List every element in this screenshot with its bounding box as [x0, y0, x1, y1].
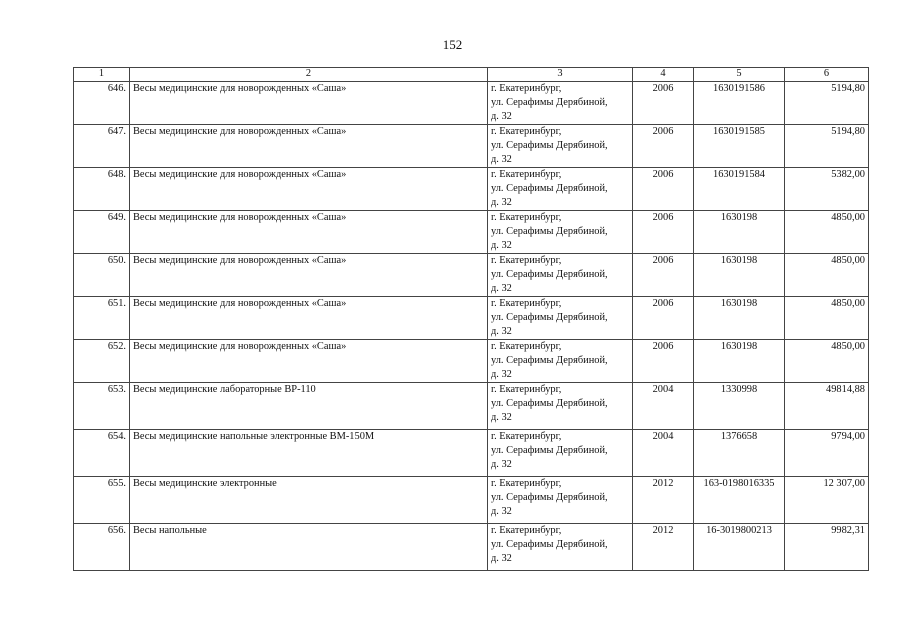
item-address [488, 82, 633, 125]
inventory-number: 1376658 [694, 430, 785, 477]
item-year: 2004 [633, 430, 694, 477]
inventory-number: 1330998 [694, 383, 785, 430]
item-address [488, 168, 633, 211]
address-house: д. 32 [491, 154, 512, 165]
address-house: д. 32 [491, 459, 512, 470]
address-street: ул. Серафимы Дерябиной, [491, 269, 608, 280]
item-address [488, 211, 633, 254]
column-header-3: 3 [488, 68, 633, 82]
address-city: г. Екатеринбург, [491, 212, 562, 223]
item-address [488, 477, 633, 524]
address-street: ул. Серафимы Дерябиной, [491, 445, 608, 456]
item-cost: 12 307,00 [785, 477, 869, 524]
table-row [74, 211, 869, 254]
item-name: Весы медицинские для новорожденных «Саша» [130, 82, 488, 125]
row-number: 654. [74, 430, 130, 477]
inventory-number: 16-3019800213 [694, 524, 785, 571]
table-row [74, 125, 869, 168]
inventory-number: 1630198 [694, 254, 785, 297]
item-year: 2006 [633, 168, 694, 211]
address-street: ул. Серафимы Дерябиной, [491, 398, 608, 409]
address-house: д. 32 [491, 283, 512, 294]
inventory-number: 1630191586 [694, 82, 785, 125]
item-name: Весы медицинские лабораторные ВР-110 [130, 383, 488, 430]
row-number: 655. [74, 477, 130, 524]
inventory-number: 1630191585 [694, 125, 785, 168]
address-house: д. 32 [491, 240, 512, 251]
table-row [74, 254, 869, 297]
address-house: д. 32 [491, 553, 512, 564]
item-cost: 9794,00 [785, 430, 869, 477]
inventory-number: 1630191584 [694, 168, 785, 211]
item-year: 2006 [633, 125, 694, 168]
address-house: д. 32 [491, 326, 512, 337]
address-city: г. Екатеринбург, [491, 169, 562, 180]
item-name: Весы медицинские для новорожденных «Саша» [130, 340, 488, 383]
item-cost: 9982,31 [785, 524, 869, 571]
item-name: Весы медицинские для новорожденных «Саша» [130, 211, 488, 254]
item-cost: 4850,00 [785, 211, 869, 254]
item-year: 2012 [633, 477, 694, 524]
table-row [74, 297, 869, 340]
address-city: г. Екатеринбург, [491, 478, 562, 489]
item-address [488, 524, 633, 571]
address-house: д. 32 [491, 506, 512, 517]
item-name: Весы медицинские напольные электронные ВМ-150М [130, 430, 488, 477]
table-row [74, 524, 869, 571]
item-year: 2004 [633, 383, 694, 430]
address-house: д. 32 [491, 197, 512, 208]
address-city: г. Екатеринбург, [491, 83, 562, 94]
item-year: 2006 [633, 297, 694, 340]
address-city: г. Екатеринбург, [491, 298, 562, 309]
column-header-6: 6 [785, 68, 869, 82]
item-cost: 5194,80 [785, 82, 869, 125]
table-row [74, 168, 869, 211]
item-year: 2006 [633, 254, 694, 297]
item-cost: 5194,80 [785, 125, 869, 168]
address-street: ул. Серафимы Дерябиной, [491, 226, 608, 237]
item-address [488, 254, 633, 297]
item-cost: 4850,00 [785, 340, 869, 383]
address-street: ул. Серафимы Дерябиной, [491, 140, 608, 151]
address-street: ул. Серафимы Дерябиной, [491, 492, 608, 503]
item-name: Весы медицинские для новорожденных «Саша» [130, 125, 488, 168]
column-header-5: 5 [694, 68, 785, 82]
address-city: г. Екатеринбург, [491, 384, 562, 395]
column-header-2: 2 [130, 68, 488, 82]
address-city: г. Екатеринбург, [491, 126, 562, 137]
row-number: 653. [74, 383, 130, 430]
inventory-number: 1630198 [694, 340, 785, 383]
address-house: д. 32 [491, 369, 512, 380]
item-name: Весы медицинские для новорожденных «Саша» [130, 254, 488, 297]
column-header-1: 1 [74, 68, 130, 82]
item-year: 2006 [633, 211, 694, 254]
row-number: 651. [74, 297, 130, 340]
address-city: г. Екатеринбург, [491, 431, 562, 442]
item-name: Весы медицинские электронные [130, 477, 488, 524]
address-house: д. 32 [491, 111, 512, 122]
property-registry-table [73, 67, 869, 571]
table-row [74, 430, 869, 477]
address-city: г. Екатеринбург, [491, 341, 562, 352]
item-year: 2012 [633, 524, 694, 571]
row-number: 648. [74, 168, 130, 211]
column-number-row [74, 68, 869, 82]
row-number: 652. [74, 340, 130, 383]
item-year: 2006 [633, 340, 694, 383]
item-address [488, 125, 633, 168]
row-number: 646. [74, 82, 130, 125]
item-name: Весы медицинские для новорожденных «Саша» [130, 168, 488, 211]
item-year: 2006 [633, 82, 694, 125]
row-number: 656. [74, 524, 130, 571]
inventory-number: 1630198 [694, 211, 785, 254]
item-address [488, 297, 633, 340]
row-number: 649. [74, 211, 130, 254]
item-address [488, 340, 633, 383]
address-street: ул. Серафимы Дерябиной, [491, 355, 608, 366]
page-number: 152 [442, 37, 463, 52]
item-cost: 4850,00 [785, 297, 869, 340]
item-name: Весы медицинские для новорожденных «Саша» [130, 297, 488, 340]
item-cost: 4850,00 [785, 254, 869, 297]
item-address [488, 383, 633, 430]
row-number: 650. [74, 254, 130, 297]
address-street: ул. Серафимы Дерябиной, [491, 97, 608, 108]
address-city: г. Екатеринбург, [491, 255, 562, 266]
address-house: д. 32 [491, 412, 512, 423]
item-cost: 5382,00 [785, 168, 869, 211]
address-city: г. Екатеринбург, [491, 525, 562, 536]
column-header-4: 4 [633, 68, 694, 82]
item-cost: 49814,88 [785, 383, 869, 430]
item-name: Весы напольные [130, 524, 488, 571]
table-row [74, 82, 869, 125]
row-number: 647. [74, 125, 130, 168]
inventory-number: 163-0198016335 [694, 477, 785, 524]
item-address [488, 430, 633, 477]
inventory-number: 1630198 [694, 297, 785, 340]
address-street: ул. Серафимы Дерябиной, [491, 183, 608, 194]
address-street: ул. Серафимы Дерябиной, [491, 312, 608, 323]
address-street: ул. Серафимы Дерябиной, [491, 539, 608, 550]
table-row [74, 477, 869, 524]
table-row [74, 340, 869, 383]
table-row [74, 383, 869, 430]
